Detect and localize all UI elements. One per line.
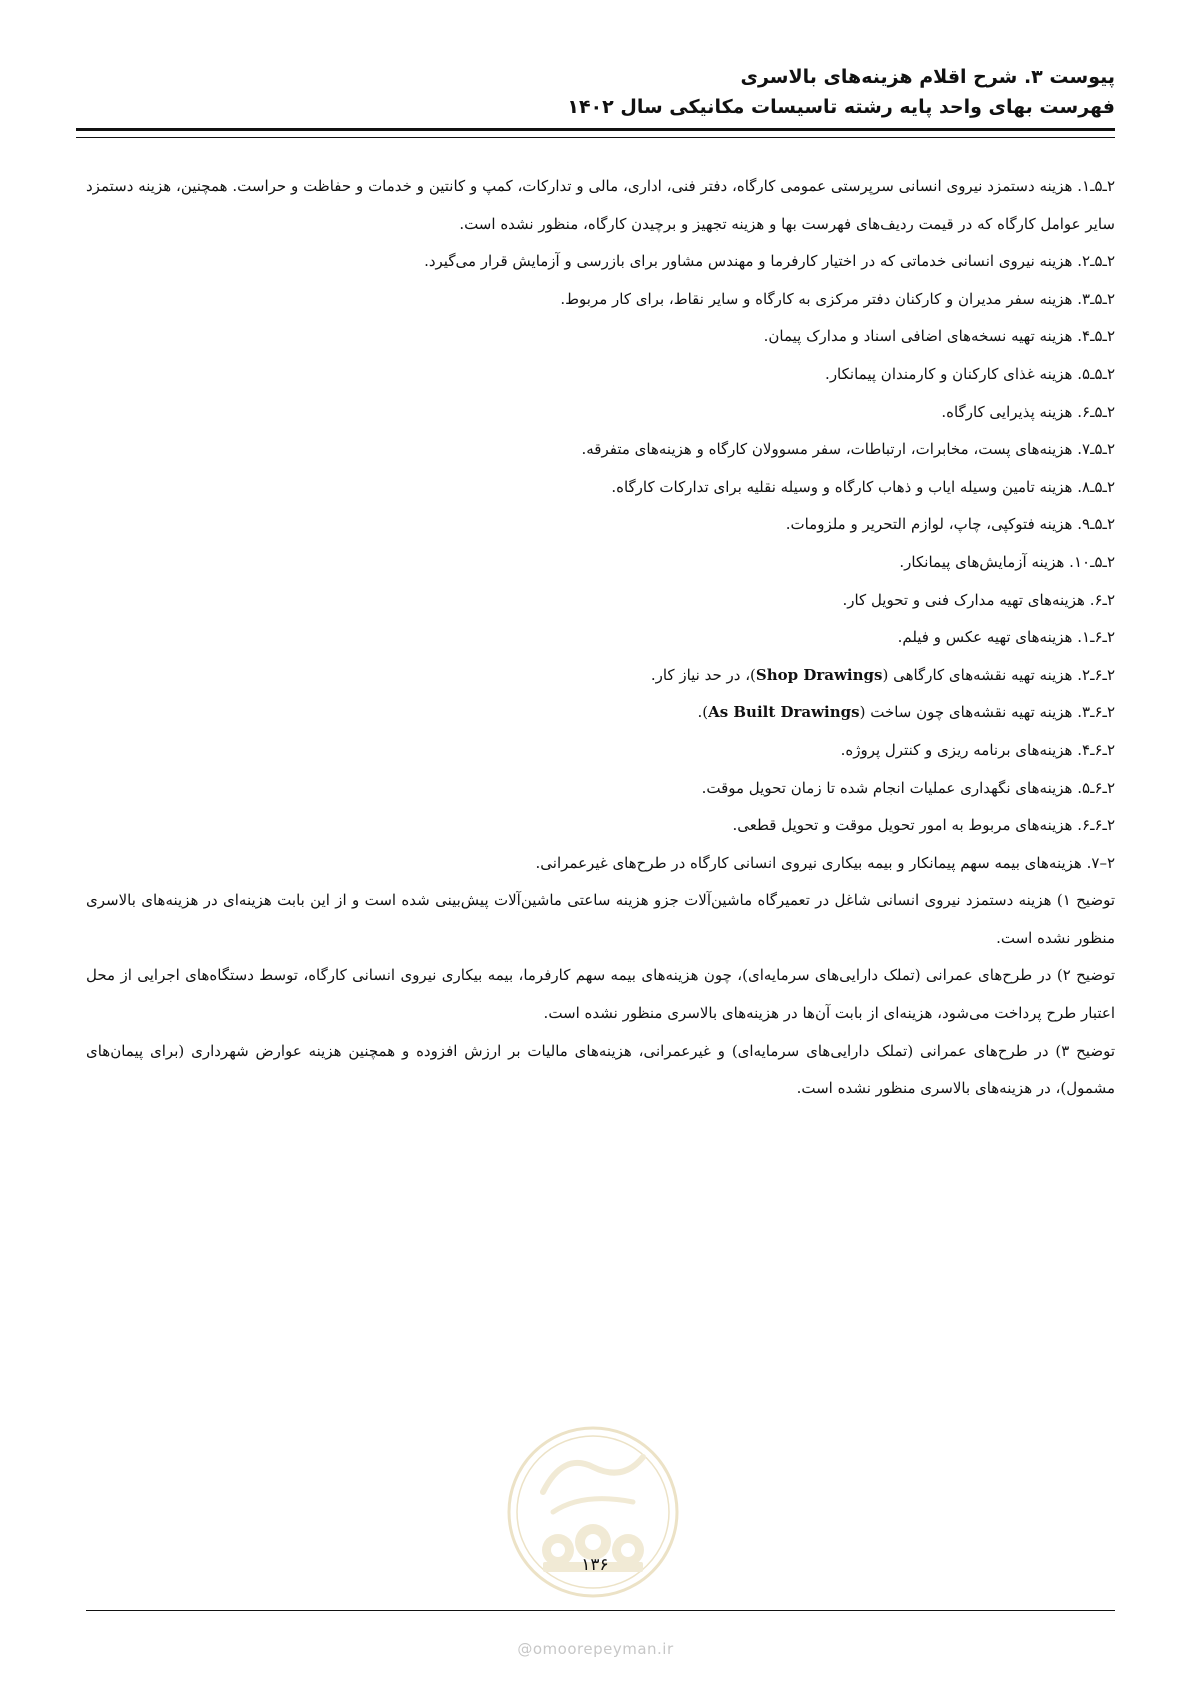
page-header: [76, 62, 1115, 122]
item-text-pre: ۲ـ۶ـ۲. هزینه تهیه نقشه‌های کارگاهی (: [882, 665, 1115, 684]
latin-term: Shop Drawings: [755, 665, 883, 684]
list-item: ۲–۷. هزینه‌های بیمه سهم پیمانکار و بیمه بیکاری نیروی انسانی کارگاه در طرح‌های غیرعمرانی.: [535, 853, 1115, 872]
list-item: [86, 657, 1115, 695]
list-item: ۲ـ۵ـ۵. هزینه غذای کارکنان و کارمندان پیمانکار.: [825, 364, 1115, 383]
stamp-logo-icon: [503, 1422, 683, 1602]
list-item: ۲ـ۵ـ۱. هزینه دستمزد نیروی انسانی سرپرستی عمومی کارگاه، دفتر فنی، اداری، مالی و تدارکات، کمپ و کانتین و خدمات و حفاظت و حراست. همچنین، هزینه دستمزد سایر عوامل کارگاه که در قیمت ردیف‌های فهرست بها و هزینه تجهیز و برچیدن کارگاه، منظور نشده است.: [86, 177, 1115, 233]
note-paragraph: توضیح ۲) در طرح‌های عمرانی (تملک دارایی‌های سرمایه‌ای)، چون هزینه‌های بیمه سهم کارفرما، بیمه بیکاری نیروی انسانی کارگاه، توسط دستگاه‌های اجرایی از محل اعتبار طرح پرداخت می‌شود، هزینه‌ای از بابت آن‌ها در هزینه‌های بالاسری منظور نشده است.: [86, 966, 1115, 1023]
note-paragraph: توضیح ۳) در طرح‌های عمرانی (تملک دارایی‌های سرمایه‌ای) و غیرعمرانی، هزینه‌های مالیات بر ارزش افزوده و همچنین هزینه عوارض شهرداری (برای پیمان‌های مشمول)، در هزینه‌های بالاسری منظور نشده است.: [86, 1041, 1115, 1098]
page-number: ۱۳۶: [581, 1555, 609, 1575]
note-paragraph: توضیح ۱) هزینه دستمزد نیروی انسانی شاغل در تعمیرگاه ماشین‌آلات جزو هزینه ساعتی ماشین‌آلات پیش‌بینی شده است و از این بابت هزینه‌ای در هزینه‌های بالاسری منظور نشده است.: [86, 891, 1115, 947]
list-item: ۲ـ۵ـ۷. هزینه‌های پست، مخابرات، ارتباطات، سفر مسوولان کارگاه و هزینه‌های متفرقه.: [581, 440, 1115, 459]
watermark-text: @omoorepeyman.ir: [517, 1640, 674, 1658]
list-item: [86, 694, 1115, 732]
document-body: [86, 168, 1115, 1108]
list-item: ۲ـ۵ـ۳. هزینه سفر مدیران و کارکنان دفتر مرکزی به کارگاه و سایر نقاط، برای کار مربوط.: [560, 289, 1115, 308]
latin-term: As Built Drawings: [708, 703, 860, 722]
item-text-post: ).: [697, 703, 709, 722]
list-item: ۲ـ۵ـ۹. هزینه فتوکپی، چاپ، لوازم التحریر و ملزومات.: [785, 515, 1115, 534]
header-subtitle: فهرست بهای واحد پایه رشته تاسیسات مکانیکی سال ۱۴۰۲: [567, 96, 1115, 118]
header-divider: [76, 128, 1115, 138]
header-title: پیوست ۳. شرح اقلام هزینه‌های بالاسری: [740, 66, 1115, 88]
list-item: ۲ـ۶ـ۱. هزینه‌های تهیه عکس و فیلم.: [897, 628, 1115, 647]
list-item: ۲ـ۵ـ۸. هزینه تامین وسیله ایاب و ذهاب کارگاه و وسیله نقلیه برای تدارکات کارگاه.: [611, 477, 1115, 496]
footer-divider: [86, 1610, 1115, 1611]
list-item: ۲ـ۵ـ۱۰. هزینه آزمایش‌های پیمانکار.: [899, 552, 1115, 571]
item-text-post: )، در حد نیاز کار.: [650, 665, 756, 684]
list-item: ۲ـ۵ـ۴. هزینه تهیه نسخه‌های اضافی اسناد و مدارک پیمان.: [763, 327, 1115, 346]
list-item: ۲ـ۶ـ۵. هزینه‌های نگهداری عملیات انجام شده تا زمان تحویل موقت.: [701, 778, 1115, 797]
list-item: ۲ـ۶ـ۴. هزینه‌های برنامه ریزی و کنترل پروژه.: [840, 740, 1115, 759]
list-item: ۲ـ۶. هزینه‌های تهیه مدارک فنی و تحویل کار.: [842, 590, 1115, 609]
list-item: ۲ـ۵ـ۶. هزینه پذیرایی کارگاه.: [941, 402, 1115, 421]
list-item: ۲ـ۶ـ۶. هزینه‌های مربوط به امور تحویل موقت و تحویل قطعی.: [732, 816, 1115, 835]
list-item: ۲ـ۵ـ۲. هزینه نیروی انسانی خدماتی که در اختیار کارفرما و مهندس مشاور برای بازرسی و آزمایش قرار می‌گیرد.: [424, 252, 1115, 271]
item-text-pre: ۲ـ۶ـ۳. هزینه تهیه نقشه‌های چون ساخت (: [859, 703, 1115, 722]
